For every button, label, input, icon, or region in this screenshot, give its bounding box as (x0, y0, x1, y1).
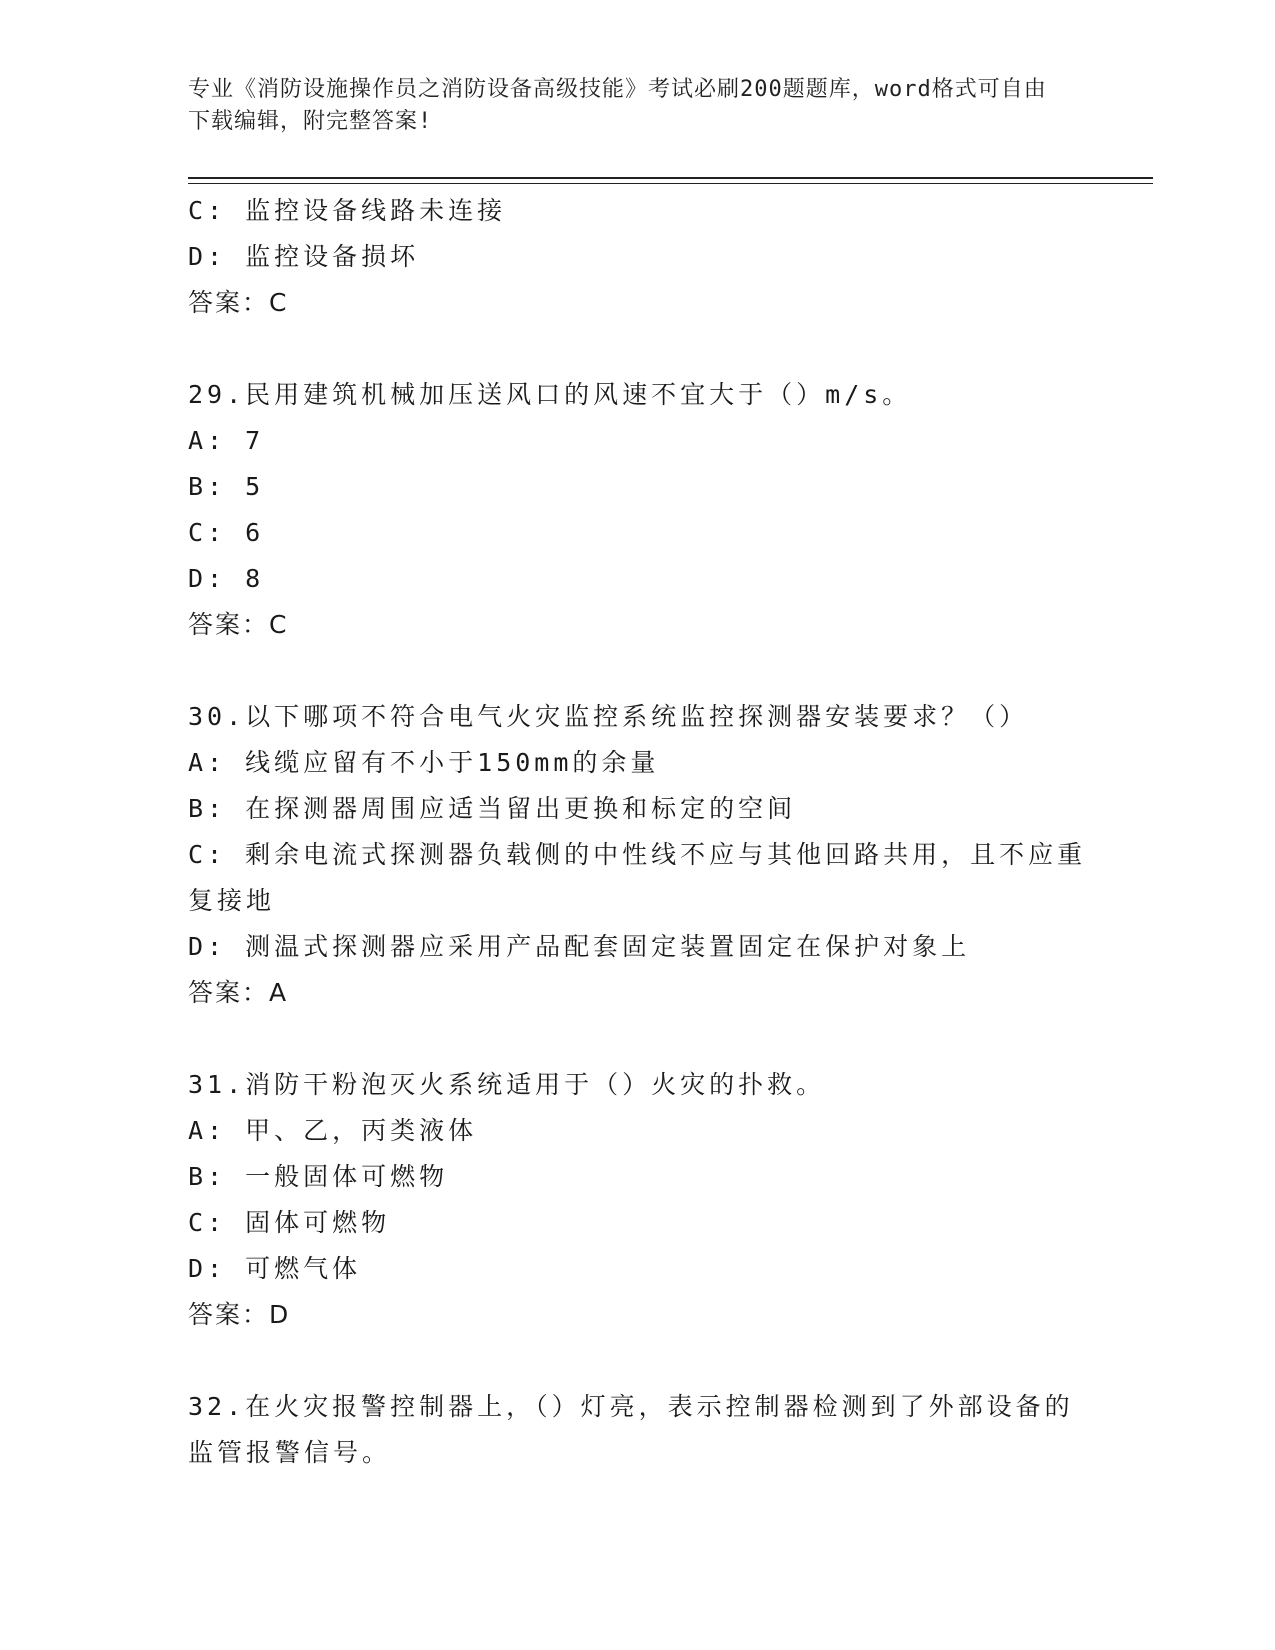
option-c: C: 剩余电流式探测器负载侧的中性线不应与其他回路共用，且不应重复接地 (188, 840, 1087, 915)
question-text: 29.民用建筑机械加压送风口的风速不宜大于（）m/s。 (188, 380, 912, 409)
question-text: 31.消防干粉泡灭火系统适用于（）火灾的扑救。 (188, 1070, 826, 1099)
question-block-29 (188, 372, 1088, 648)
question-block-28 (188, 188, 1088, 326)
header-rule-thick (188, 177, 1153, 179)
question-text: 32.在火灾报警控制器上，（）灯亮，表示控制器检测到了外部设备的监管报警信号。 (188, 1392, 1074, 1467)
option-d: D: 8 (188, 564, 265, 593)
answer-line: 答案：C (188, 610, 289, 639)
answer-line: 答案：C (188, 288, 289, 317)
option-b: B: 在探测器周围应适当留出更换和标定的空间 (188, 794, 797, 823)
question-block-31 (188, 1062, 1088, 1338)
option-a: A: 甲、乙，丙类液体 (188, 1116, 478, 1145)
document-header: 专业《消防设施操作员之消防设备高级技能》考试必刷200题题库，word格式可自由下载编辑，附完整答案! (188, 77, 1047, 134)
option-d: D: 测温式探测器应采用产品配套固定装置固定在保护对象上 (188, 932, 971, 961)
option-b: B: 一般固体可燃物 (188, 1162, 449, 1191)
answer-line: 答案：A (188, 978, 289, 1007)
option-d: D: 可燃气体 (188, 1254, 362, 1283)
option-c: C: 6 (188, 518, 265, 547)
option-d: D: 监控设备损坏 (188, 242, 420, 271)
option-c: C: 监控设备线路未连接 (188, 196, 507, 225)
header-rule-thin (188, 183, 1153, 184)
question-block-30 (188, 694, 1088, 1016)
option-a: A: 7 (188, 426, 265, 455)
option-c: C: 固体可燃物 (188, 1208, 391, 1237)
question-block-32 (188, 1384, 1088, 1476)
answer-line: 答案：D (188, 1300, 291, 1329)
question-list (188, 188, 1088, 1476)
question-text: 30.以下哪项不符合电气火灾监控系统监控探测器安装要求？（） (188, 702, 1029, 731)
option-a: A: 线缆应留有不小于150mm的余量 (188, 748, 660, 777)
option-b: B: 5 (188, 472, 265, 501)
